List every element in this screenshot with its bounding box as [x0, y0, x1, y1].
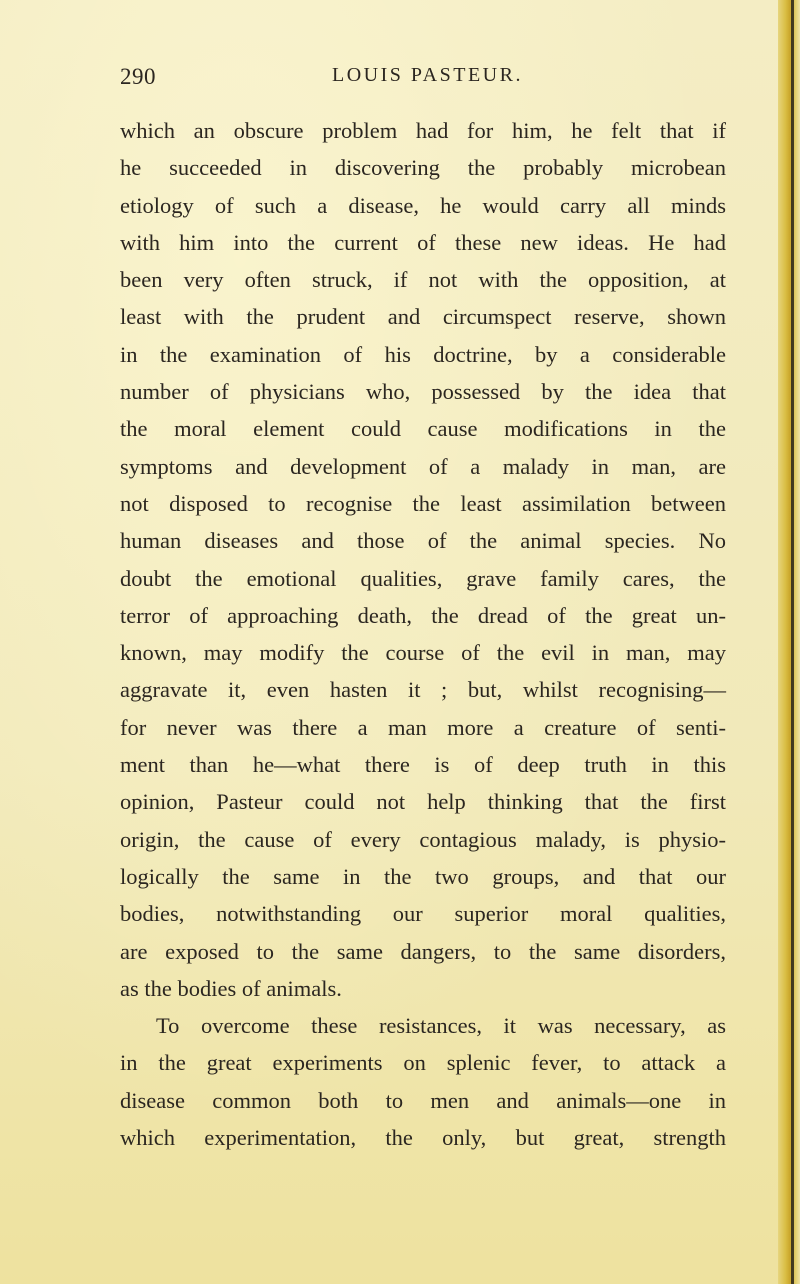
text-line: which experimentation, the only, but great, strength: [120, 1125, 726, 1151]
text-line: logically the same in the two groups, and that our: [120, 863, 726, 889]
text-line: which an obscure problem had for him, he felt that if: [120, 118, 726, 143]
text-line: not disposed to recognise the least assimilation between: [120, 490, 726, 516]
text-line: terror of approaching death, the dread of the great un-: [120, 602, 726, 628]
text-line: he succeeded in discovering the probably microbean: [120, 155, 726, 181]
text-line: for never was there a man more a creature of senti-: [120, 714, 726, 740]
text-line: with him into the current of these new ideas. He had: [120, 229, 726, 255]
text-line: opinion, Pasteur could not help thinking that the first: [120, 789, 726, 815]
text-line: doubt the emotional qualities, grave family cares, the: [120, 565, 726, 591]
text-line: as the bodies of animals.: [120, 975, 342, 1001]
page-edge-gilt: [778, 0, 800, 1284]
paragraph-start-line: To overcome these resistances, it was necessary, as: [156, 1013, 726, 1039]
text-line: etiology of such a disease, he would carry all minds: [120, 192, 726, 218]
text-line: origin, the cause of every contagious malady, is physio-: [120, 826, 726, 852]
text-line: human diseases and those of the animal species. No: [120, 528, 726, 554]
text-line: bodies, notwithstanding our superior moral qualities,: [120, 901, 726, 927]
text-line: been very often struck, if not with the opposition, at: [120, 267, 726, 293]
text-line: least with the prudent and circumspect reserve, shown: [120, 304, 726, 330]
running-head: LOUIS PASTEUR.: [332, 64, 523, 86]
text-line: the moral element could cause modifications in the: [120, 416, 726, 442]
text-line: disease common both to men and animals—one in: [120, 1087, 726, 1113]
text-line: known, may modify the course of the evil in man, may: [120, 640, 726, 666]
page-number: 290: [120, 64, 156, 89]
text-line: symptoms and development of a malady in man, are: [120, 453, 726, 479]
text-line: aggravate it, even hasten it ; but, whilst recognising—: [120, 677, 726, 703]
text-line: number of physicians who, possessed by the idea that: [120, 379, 726, 405]
text-line: in the great experiments on splenic fever, to attack a: [120, 1050, 726, 1076]
body-text: [120, 112, 726, 1156]
page-header: [120, 64, 740, 98]
text-line: in the examination of his doctrine, by a considerable: [120, 341, 726, 367]
text-line: are exposed to the same dangers, to the same disorders,: [120, 938, 726, 964]
page-edge-shadow: [791, 0, 794, 1284]
text-line: ment than he—what there is of deep truth in this: [120, 752, 726, 778]
